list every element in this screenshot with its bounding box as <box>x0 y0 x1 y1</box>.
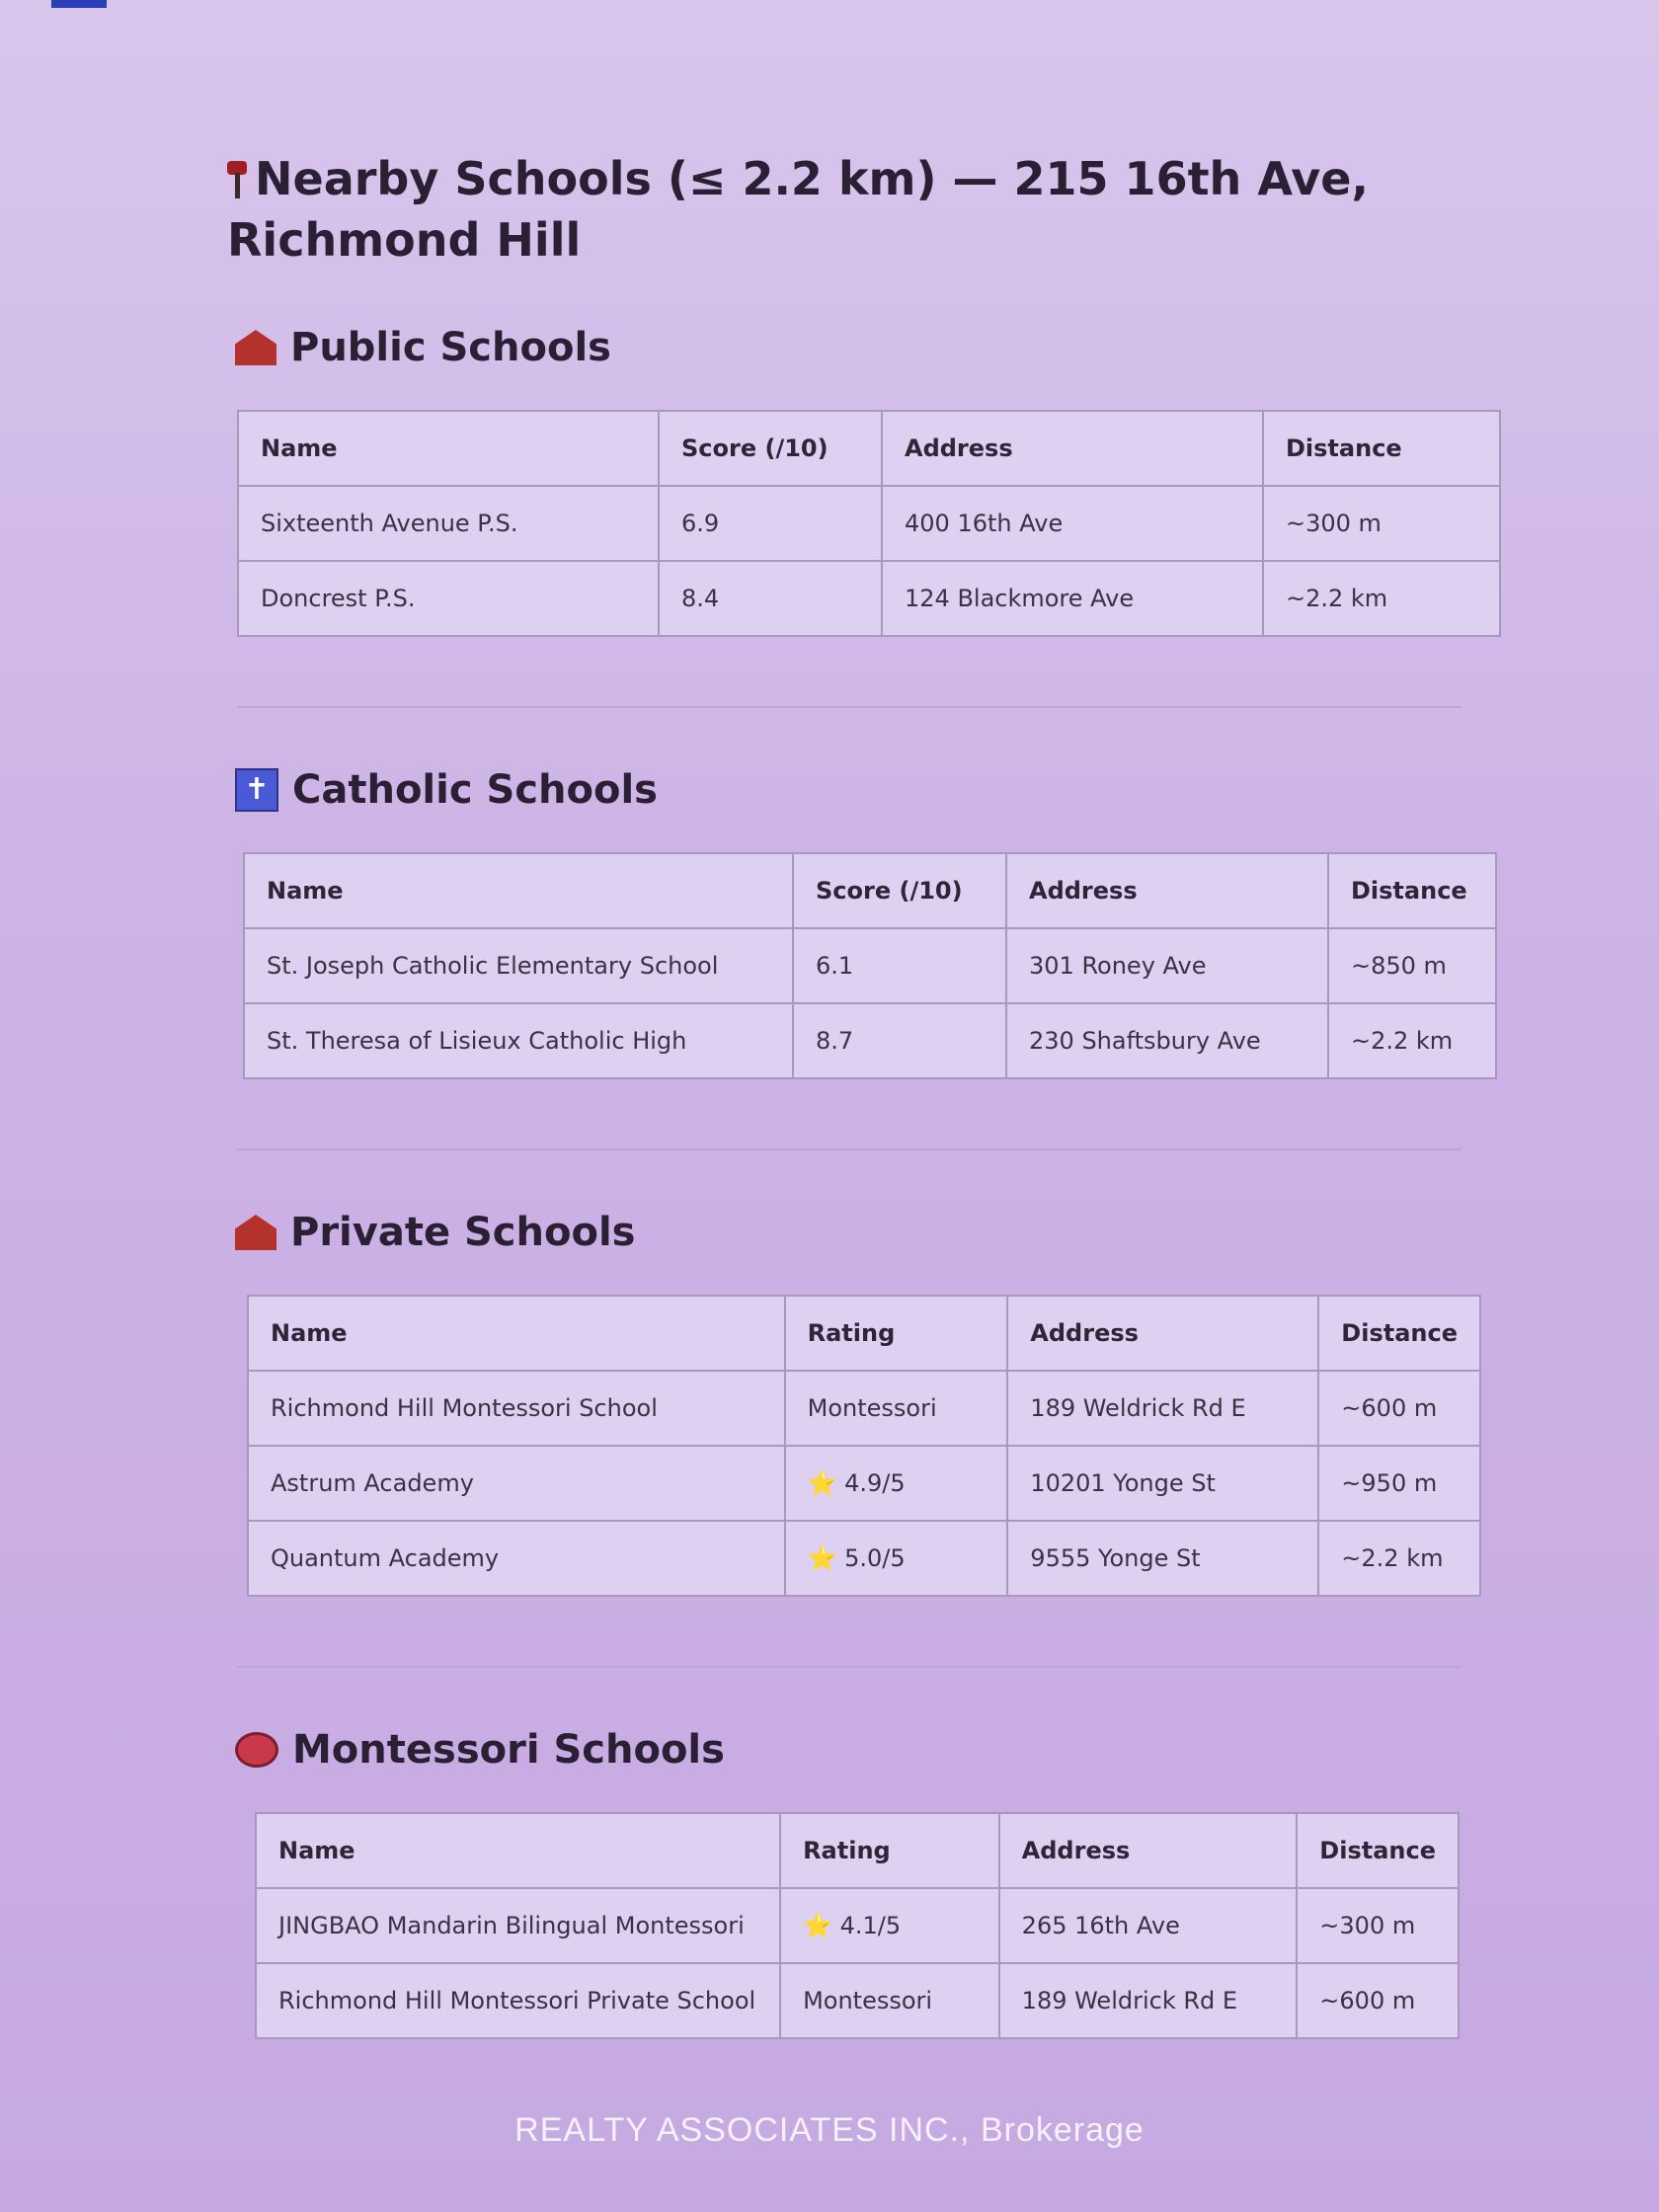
section-heading-catholic <box>235 767 1511 813</box>
cell-name: St. Joseph Catholic Elementary School <box>244 928 793 1003</box>
col-address: Address <box>882 411 1263 486</box>
section-heading-public <box>235 325 1511 370</box>
public-schools-table <box>237 410 1501 637</box>
table-row <box>238 561 1500 636</box>
cell-name: Richmond Hill Montessori Private School <box>256 1963 780 2038</box>
section-divider <box>237 1148 1462 1150</box>
section-divider <box>237 1666 1462 1668</box>
table-row <box>248 1446 1480 1521</box>
cell-name: Quantum Academy <box>248 1521 785 1596</box>
table-row <box>256 1888 1459 1963</box>
cell-score: 8.7 <box>793 1003 1006 1078</box>
cell-name: St. Theresa of Lisieux Catholic High <box>244 1003 793 1078</box>
table-header-row <box>244 853 1496 928</box>
cell-distance: ~600 m <box>1318 1371 1480 1446</box>
col-rating: Rating <box>785 1296 1008 1371</box>
cell-score: 6.9 <box>659 486 882 561</box>
private-schools-table <box>247 1295 1481 1597</box>
top-bar <box>0 0 1659 10</box>
cell-rating: Montessori <box>780 1963 999 2038</box>
cell-rating: Montessori <box>785 1371 1008 1446</box>
col-name: Name <box>244 853 793 928</box>
section-heading-text: Catholic Schools <box>292 767 658 813</box>
pin-icon <box>227 161 247 198</box>
cell-distance: ~950 m <box>1318 1446 1480 1521</box>
montessori-schools-table <box>255 1812 1460 2039</box>
col-distance: Distance <box>1318 1296 1480 1371</box>
cell-name: JINGBAO Mandarin Bilingual Montessori <box>256 1888 780 1963</box>
school-icon <box>235 330 276 365</box>
section-private <box>227 1210 1511 1668</box>
cell-rating: ⭐ 4.1/5 <box>780 1888 999 1963</box>
table-header-row <box>238 411 1500 486</box>
school-icon <box>235 1215 276 1250</box>
section-heading-text: Montessori Schools <box>292 1727 725 1773</box>
col-distance: Distance <box>1297 1813 1459 1888</box>
col-address: Address <box>1007 1296 1318 1371</box>
section-public <box>227 325 1511 708</box>
col-distance: Distance <box>1263 411 1500 486</box>
cell-address: 400 16th Ave <box>882 486 1263 561</box>
col-name: Name <box>256 1813 780 1888</box>
table-row <box>244 1003 1496 1078</box>
table-row <box>248 1371 1480 1446</box>
cell-distance: ~850 m <box>1328 928 1496 1003</box>
cell-distance: ~600 m <box>1297 1963 1459 2038</box>
table-header-row <box>248 1296 1480 1371</box>
cell-address: 230 Shaftsbury Ave <box>1006 1003 1328 1078</box>
cell-distance: ~300 m <box>1263 486 1500 561</box>
table-row <box>248 1521 1480 1596</box>
brokerage-watermark: REALTY ASSOCIATES INC., Brokerage <box>514 2111 1145 2149</box>
cell-score: 8.4 <box>659 561 882 636</box>
main-content <box>227 148 1511 2098</box>
page-title-text: Nearby Schools (≤ 2.2 km) — 215 16th Ave, Richmond Hill <box>227 152 1369 267</box>
table-row <box>244 928 1496 1003</box>
cell-name: Sixteenth Avenue P.S. <box>238 486 659 561</box>
table-row <box>256 1963 1459 2038</box>
top-bar-accent <box>51 0 107 8</box>
section-divider <box>237 706 1462 708</box>
section-montessori <box>227 1727 1511 2039</box>
cell-distance: ~2.2 km <box>1328 1003 1496 1078</box>
section-heading-private <box>235 1210 1511 1255</box>
section-heading-text: Public Schools <box>290 325 611 370</box>
cell-address: 189 Weldrick Rd E <box>1007 1371 1318 1446</box>
section-heading-text: Private Schools <box>290 1210 636 1255</box>
cell-rating: ⭐ 4.9/5 <box>785 1446 1008 1521</box>
cell-name: Richmond Hill Montessori School <box>248 1371 785 1446</box>
col-rating: Rating <box>780 1813 999 1888</box>
col-address: Address <box>999 1813 1298 1888</box>
col-score: Score (/10) <box>793 853 1006 928</box>
section-catholic <box>227 767 1511 1150</box>
cell-address: 301 Roney Ave <box>1006 928 1328 1003</box>
page-title <box>227 148 1511 271</box>
cell-score: 6.1 <box>793 928 1006 1003</box>
cell-address: 10201 Yonge St <box>1007 1446 1318 1521</box>
col-distance: Distance <box>1328 853 1496 928</box>
cell-distance: ~300 m <box>1297 1888 1459 1963</box>
cell-distance: ~2.2 km <box>1318 1521 1480 1596</box>
table-header-row <box>256 1813 1459 1888</box>
cell-name: Astrum Academy <box>248 1446 785 1521</box>
red-dot-icon <box>235 1732 278 1768</box>
cell-rating: ⭐ 5.0/5 <box>785 1521 1008 1596</box>
section-heading-montessori <box>235 1727 1511 1773</box>
col-address: Address <box>1006 853 1328 928</box>
cell-address: 189 Weldrick Rd E <box>999 1963 1298 2038</box>
cell-address: 9555 Yonge St <box>1007 1521 1318 1596</box>
col-name: Name <box>248 1296 785 1371</box>
cell-distance: ~2.2 km <box>1263 561 1500 636</box>
col-score: Score (/10) <box>659 411 882 486</box>
cross-icon: ✝ <box>235 768 278 812</box>
cell-address: 124 Blackmore Ave <box>882 561 1263 636</box>
table-row <box>238 486 1500 561</box>
cell-address: 265 16th Ave <box>999 1888 1298 1963</box>
catholic-schools-table <box>243 852 1497 1079</box>
col-name: Name <box>238 411 659 486</box>
cell-name: Doncrest P.S. <box>238 561 659 636</box>
